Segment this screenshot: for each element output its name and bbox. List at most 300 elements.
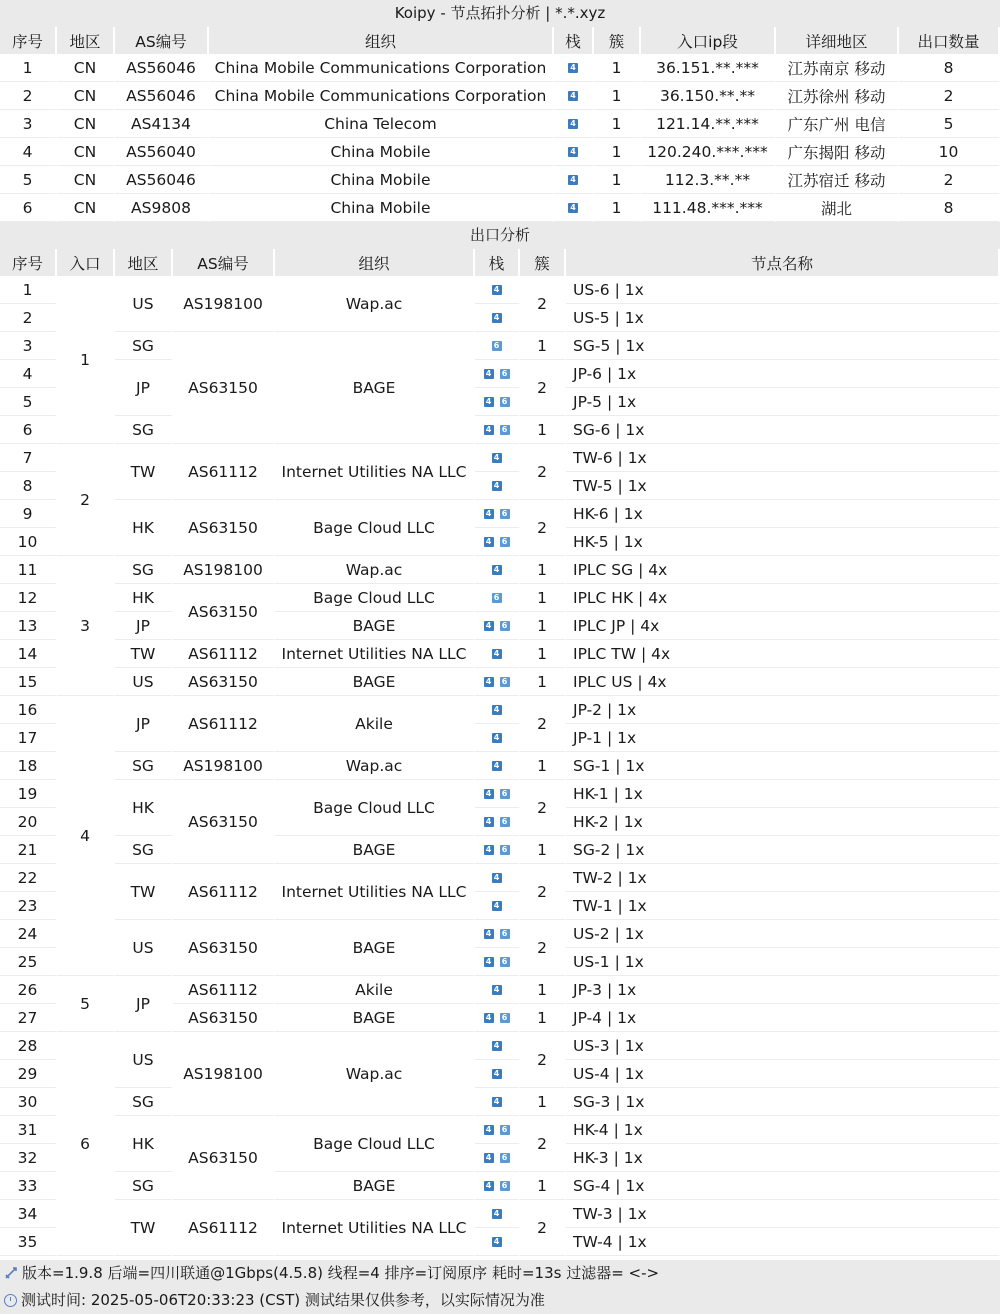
org-cell: Wap.ac [275,276,475,332]
cluster-cell: 1 [520,612,566,640]
node-name-cell: TW-2 | 1x [566,864,1000,892]
cluster-cell: 1 [520,556,566,584]
ip-cell: 111.48.***.*** [641,194,776,222]
as-cell: AS4134 [115,110,209,138]
cluster-cell: 1 [594,166,641,194]
exit-row [0,332,1000,360]
region-cell: CN [57,110,115,138]
stack-cell [475,360,520,388]
col-header-entry: 入口 [57,249,115,276]
region-cell: SG [115,752,173,780]
org-cell: Internet Utilities NA LLC [275,864,475,920]
cluster-cell: 1 [520,584,566,612]
window-title: Koipy - 节点拓扑分析 | *.*.xyz [0,0,1000,27]
ipv4-badge-icon: 4 [484,1013,494,1023]
exit-row [0,360,1000,388]
exit-row [0,696,1000,724]
org-cell: Bage Cloud LLC [275,1116,475,1172]
ipv6-badge-icon: 6 [500,621,510,631]
ipv4-badge-icon: 4 [492,649,502,659]
cluster-cell: 2 [520,864,566,920]
ipv6-badge-icon: 6 [500,789,510,799]
stack-cell [475,332,520,360]
region-cell: HK [115,780,173,836]
node-name-cell: IPLC HK | 4x [566,584,1000,612]
seq-cell: 3 [0,332,57,360]
ipv4-badge-icon: 4 [492,1209,502,1219]
region-cell: HK [115,500,173,556]
seq-cell: 29 [0,1060,57,1088]
org-cell: BAGE [275,332,475,444]
stack-cell [475,724,520,752]
ipv4-badge-icon: 4 [568,119,578,129]
region-cell: US [115,276,173,332]
org-cell: Akile [275,976,475,1004]
exit-count-cell: 10 [899,138,1000,166]
seq-cell: 9 [0,500,57,528]
seq-cell: 23 [0,892,57,920]
seq-cell: 6 [0,416,57,444]
col-header-org: 组织 [275,249,475,276]
org-cell: Bage Cloud LLC [275,780,475,836]
col-header-exit-count: 出口数量 [899,27,1000,54]
ipv6-badge-icon: 6 [500,537,510,547]
ipv4-badge-icon: 4 [484,1181,494,1191]
entry-cell: 1 [57,276,115,444]
org-cell: Bage Cloud LLC [275,500,475,556]
exit-row [0,1172,1000,1200]
col-header-seq: 序号 [0,249,57,276]
entry-cell: 2 [57,444,115,556]
as-cell: AS61112 [173,1200,275,1256]
region-cell: TW [115,864,173,920]
exit-header-row [0,249,1000,276]
stack-cell [475,388,520,416]
org-cell: Wap.ac [275,1032,475,1116]
ipv4-badge-icon: 4 [492,985,502,995]
as-cell: AS63150 [173,780,275,864]
seq-cell: 27 [0,1004,57,1032]
seq-cell: 2 [0,304,57,332]
seq-cell: 17 [0,724,57,752]
settings-icon [4,1266,18,1280]
node-name-cell: TW-6 | 1x [566,444,1000,472]
node-name-cell: SG-1 | 1x [566,752,1000,780]
node-name-cell: SG-3 | 1x [566,1088,1000,1116]
seq-cell: 34 [0,1200,57,1228]
org-cell: BAGE [275,920,475,976]
region-cell: TW [115,444,173,500]
node-name-cell: HK-4 | 1x [566,1116,1000,1144]
exit-row [0,444,1000,472]
seq-cell: 16 [0,696,57,724]
seq-cell: 4 [0,360,57,388]
org-cell: China Mobile Communications Corporation [209,82,554,110]
cluster-cell: 1 [594,54,641,82]
node-name-cell: TW-3 | 1x [566,1200,1000,1228]
stack-cell [475,1144,520,1172]
as-cell: AS61112 [173,696,275,752]
org-cell: BAGE [275,668,475,696]
col-header-seq: 序号 [0,27,57,54]
ipv6-badge-icon: 6 [492,341,502,351]
org-cell: China Mobile [209,194,554,222]
ipv4-badge-icon: 4 [492,1237,502,1247]
stack-cell [475,696,520,724]
exit-row [0,612,1000,640]
as-cell: AS9808 [115,194,209,222]
footer-info-text: 版本=1.9.8 后端=四川联通@1Gbps(4.5.8) 线程=4 排序=订阅原序 耗时=13s 过滤器= <-> [22,1264,660,1282]
stack-cell [475,304,520,332]
stack-cell [475,668,520,696]
node-name-cell: SG-4 | 1x [566,1172,1000,1200]
ipv4-badge-icon: 4 [484,509,494,519]
ipv4-badge-icon: 4 [492,705,502,715]
exit-row [0,836,1000,864]
cluster-cell: 2 [520,780,566,836]
col-header-detail-region: 详细地区 [776,27,899,54]
seq-cell: 31 [0,1116,57,1144]
as-cell: AS56046 [115,82,209,110]
region-cell: SG [115,556,173,584]
cluster-cell: 1 [520,416,566,444]
entry-cell: 3 [57,556,115,696]
stack-cell [554,166,594,194]
seq-cell: 15 [0,668,57,696]
seq-cell: 14 [0,640,57,668]
exit-count-cell: 5 [899,110,1000,138]
as-cell: AS61112 [173,976,275,1004]
org-cell: BAGE [275,836,475,864]
stack-cell [475,1032,520,1060]
stack-cell [475,752,520,780]
exit-table [0,249,1000,1256]
stack-cell [475,1088,520,1116]
as-cell: AS63150 [173,668,275,696]
org-cell: China Mobile [209,138,554,166]
ipv4-badge-icon: 4 [492,761,502,771]
ipv4-badge-icon: 4 [484,845,494,855]
col-header-as: AS编号 [115,27,209,54]
org-cell: Bage Cloud LLC [275,584,475,612]
node-name-cell: HK-6 | 1x [566,500,1000,528]
exit-row [0,1116,1000,1144]
region-cell: CN [57,166,115,194]
as-cell: AS63150 [173,332,275,444]
as-cell: AS56040 [115,138,209,166]
cluster-cell: 1 [520,752,566,780]
exit-count-cell: 8 [899,54,1000,82]
org-cell: China Mobile [209,166,554,194]
node-name-cell: US-2 | 1x [566,920,1000,948]
node-name-cell: US-4 | 1x [566,1060,1000,1088]
seq-cell: 33 [0,1172,57,1200]
seq-cell: 8 [0,472,57,500]
entry-row [0,110,1000,138]
ipv4-badge-icon: 4 [484,369,494,379]
node-name-cell: JP-4 | 1x [566,1004,1000,1032]
ipv4-badge-icon: 4 [492,285,502,295]
entry-cell: 6 [57,1032,115,1256]
cluster-cell: 2 [520,444,566,500]
col-header-cluster: 簇 [594,27,641,54]
ipv4-badge-icon: 4 [484,397,494,407]
ipv4-badge-icon: 4 [484,789,494,799]
ip-cell: 36.150.**.** [641,82,776,110]
stack-cell [475,1172,520,1200]
node-name-cell: IPLC TW | 4x [566,640,1000,668]
exit-row [0,668,1000,696]
seq-cell: 3 [0,110,57,138]
exit-section-title: 出口分析 [0,222,1000,249]
stack-cell [475,472,520,500]
seq-cell: 5 [0,388,57,416]
region-cell: US [115,920,173,976]
stack-cell [475,556,520,584]
detail-region-cell: 江苏南京 移动 [776,54,899,82]
entry-cell: 5 [57,976,115,1032]
node-name-cell: US-6 | 1x [566,276,1000,304]
as-cell: AS198100 [173,556,275,584]
ipv6-badge-icon: 6 [500,1125,510,1135]
node-name-cell: SG-2 | 1x [566,836,1000,864]
ipv4-badge-icon: 4 [492,873,502,883]
node-name-cell: JP-2 | 1x [566,696,1000,724]
region-cell: SG [115,836,173,864]
as-cell: AS198100 [173,752,275,780]
seq-cell: 1 [0,276,57,304]
region-cell: CN [57,82,115,110]
ipv6-badge-icon: 6 [500,957,510,967]
exit-row [0,500,1000,528]
col-header-stack: 栈 [554,27,594,54]
region-cell: CN [57,54,115,82]
cluster-cell: 2 [520,1116,566,1172]
ip-cell: 120.240.***.*** [641,138,776,166]
exit-row [0,1032,1000,1060]
region-cell: SG [115,1172,173,1200]
entry-row [0,54,1000,82]
cluster-cell: 1 [520,1088,566,1116]
ipv6-badge-icon: 6 [500,509,510,519]
org-cell: BAGE [275,612,475,640]
cluster-cell: 1 [594,194,641,222]
stack-cell [554,138,594,166]
exit-row [0,556,1000,584]
ipv6-badge-icon: 6 [500,369,510,379]
cluster-cell: 2 [520,696,566,752]
ipv4-badge-icon: 4 [568,63,578,73]
node-name-cell: HK-3 | 1x [566,1144,1000,1172]
col-header-org: 组织 [209,27,554,54]
col-header-region: 地区 [115,249,173,276]
ipv6-badge-icon: 6 [500,1153,510,1163]
ipv4-badge-icon: 4 [568,175,578,185]
stack-cell [475,444,520,472]
seq-cell: 4 [0,138,57,166]
detail-region-cell: 湖北 [776,194,899,222]
stack-cell [475,1228,520,1256]
region-cell: HK [115,584,173,612]
node-name-cell: IPLC JP | 4x [566,612,1000,640]
node-name-cell: TW-4 | 1x [566,1228,1000,1256]
exit-row [0,276,1000,304]
footer-time-text: 测试时间: 2025-05-06T20:33:23 (CST) 测试结果仅供参考，以实际情况为准 [21,1291,545,1309]
detail-region-cell: 广东揭阳 移动 [776,138,899,166]
stack-cell [475,1004,520,1032]
col-header-region: 地区 [57,27,115,54]
cluster-cell: 1 [520,976,566,1004]
ipv6-badge-icon: 6 [500,929,510,939]
region-cell: TW [115,1200,173,1256]
seq-cell: 19 [0,780,57,808]
col-header-as: AS编号 [173,249,275,276]
ipv4-badge-icon: 4 [568,147,578,157]
stack-cell [475,808,520,836]
entry-row [0,194,1000,222]
ipv4-badge-icon: 4 [492,565,502,575]
ipv4-badge-icon: 4 [492,1041,502,1051]
entry-header-row [0,27,1000,54]
stack-cell [475,864,520,892]
as-cell: AS63150 [173,584,275,640]
detail-region-cell: 广东广州 电信 [776,110,899,138]
ipv6-badge-icon: 6 [500,397,510,407]
ipv4-badge-icon: 4 [568,91,578,101]
seq-cell: 13 [0,612,57,640]
ipv4-badge-icon: 4 [484,1153,494,1163]
cluster-cell: 1 [594,82,641,110]
seq-cell: 11 [0,556,57,584]
org-cell: Wap.ac [275,752,475,780]
ip-cell: 112.3.**.** [641,166,776,194]
cluster-cell: 2 [520,1200,566,1256]
exit-row [0,920,1000,948]
detail-region-cell: 江苏宿迁 移动 [776,166,899,194]
cluster-cell: 2 [520,1032,566,1088]
node-name-cell: US-5 | 1x [566,304,1000,332]
region-cell: CN [57,194,115,222]
seq-cell: 2 [0,82,57,110]
cluster-cell: 1 [594,138,641,166]
as-cell: AS63150 [173,500,275,556]
stack-cell [475,1200,520,1228]
stack-cell [475,920,520,948]
entry-row [0,82,1000,110]
exit-count-cell: 8 [899,194,1000,222]
ipv4-badge-icon: 4 [484,957,494,967]
stack-cell [475,584,520,612]
stack-cell [554,82,594,110]
ipv6-badge-icon: 6 [500,1181,510,1191]
entry-table [0,27,1000,222]
node-name-cell: JP-6 | 1x [566,360,1000,388]
region-cell: US [115,1032,173,1088]
region-cell: JP [115,696,173,752]
as-cell: AS63150 [173,1004,275,1032]
ip-cell: 121.14.**.*** [641,110,776,138]
ipv6-badge-icon: 6 [500,425,510,435]
detail-region-cell: 江苏徐州 移动 [776,82,899,110]
seq-cell: 30 [0,1088,57,1116]
footer-time [0,1287,1000,1314]
seq-cell: 7 [0,444,57,472]
seq-cell: 22 [0,864,57,892]
ipv4-badge-icon: 4 [568,203,578,213]
entry-cell: 4 [57,696,115,976]
region-cell: SG [115,1088,173,1116]
node-name-cell: JP-1 | 1x [566,724,1000,752]
node-name-cell: SG-5 | 1x [566,332,1000,360]
seq-cell: 1 [0,54,57,82]
node-name-cell: JP-3 | 1x [566,976,1000,1004]
cluster-cell: 2 [520,920,566,976]
stack-cell [475,976,520,1004]
exit-row [0,864,1000,892]
node-name-cell: SG-6 | 1x [566,416,1000,444]
as-cell: AS61112 [173,640,275,668]
cluster-cell: 1 [520,668,566,696]
entry-row [0,138,1000,166]
seq-cell: 26 [0,976,57,1004]
cluster-cell: 1 [520,640,566,668]
org-cell: BAGE [275,1004,475,1032]
ipv4-badge-icon: 4 [484,817,494,827]
node-name-cell: TW-5 | 1x [566,472,1000,500]
seq-cell: 21 [0,836,57,864]
ipv4-badge-icon: 4 [484,621,494,631]
as-cell: AS63150 [173,920,275,976]
stack-cell [554,54,594,82]
ipv4-badge-icon: 4 [484,537,494,547]
stack-cell [475,836,520,864]
node-name-cell: TW-1 | 1x [566,892,1000,920]
seq-cell: 35 [0,1228,57,1256]
region-cell: TW [115,640,173,668]
stack-cell [475,948,520,976]
region-cell: JP [115,360,173,416]
cluster-cell: 2 [520,276,566,332]
stack-cell [475,1060,520,1088]
seq-cell: 12 [0,584,57,612]
stack-cell [475,276,520,304]
exit-row [0,752,1000,780]
ipv4-badge-icon: 4 [484,425,494,435]
as-cell: AS61112 [173,864,275,920]
stack-cell [475,1116,520,1144]
ipv4-badge-icon: 4 [492,313,502,323]
exit-row [0,640,1000,668]
cluster-cell: 1 [520,1004,566,1032]
col-header-stack: 栈 [475,249,520,276]
region-cell: JP [115,612,173,640]
cluster-cell: 2 [520,360,566,416]
stack-cell [475,780,520,808]
as-cell: AS198100 [173,1032,275,1116]
footer-info [0,1256,1000,1287]
seq-cell: 28 [0,1032,57,1060]
node-name-cell: US-1 | 1x [566,948,1000,976]
as-cell: AS61112 [173,444,275,500]
ipv4-badge-icon: 4 [492,901,502,911]
entry-row [0,166,1000,194]
stack-cell [475,892,520,920]
exit-row [0,976,1000,1004]
ipv4-badge-icon: 4 [492,1069,502,1079]
node-name-cell: IPLC US | 4x [566,668,1000,696]
exit-row [0,1200,1000,1228]
seq-cell: 10 [0,528,57,556]
